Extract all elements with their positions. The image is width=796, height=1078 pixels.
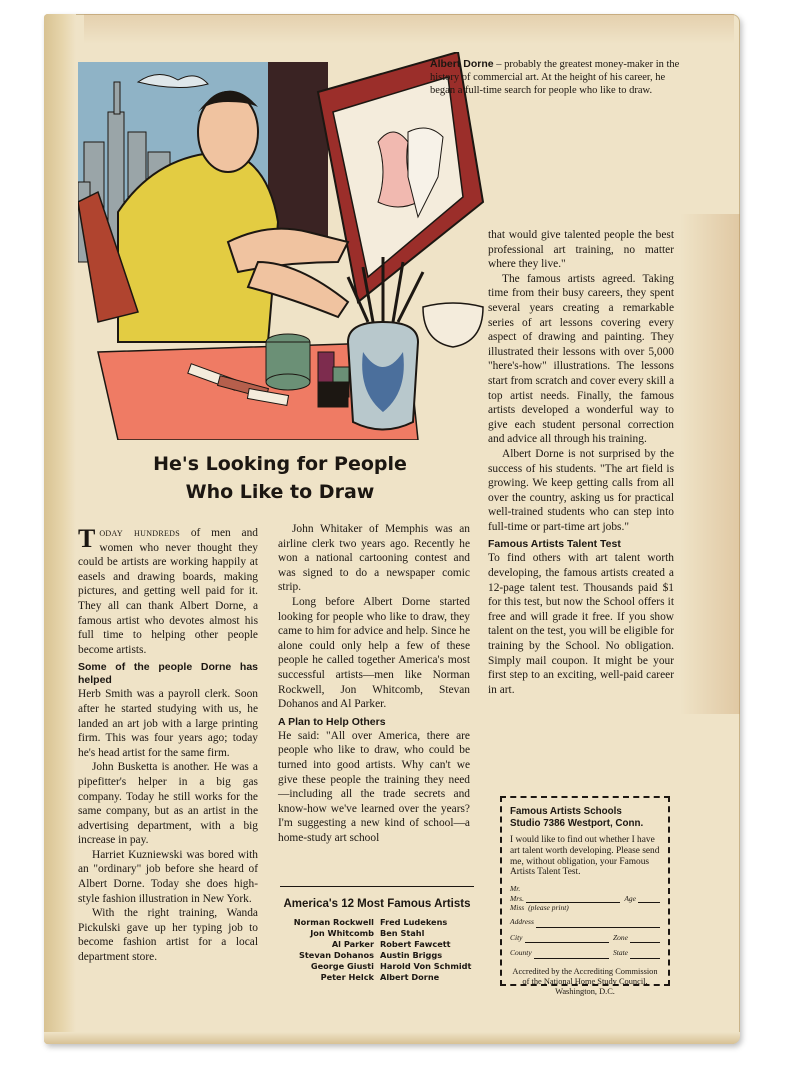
paragraph-not-surprised: Albert Dorne is not surprised by the success of his students. "The art field is growing. We keep getting calls from all over the country, asking us for practical well-trained students who can step into full-time or part-time art jobs.": [488, 447, 674, 533]
page-headline: [110, 450, 450, 506]
article-column-3: [488, 228, 674, 697]
drop-cap: T: [78, 524, 96, 553]
artist-name: Stevan Dohanos: [298, 950, 374, 960]
paragraph-wanda-pickulski: With the right training, Wanda Pickulski gave up her typing job to become fashion artist for a local department store.: [78, 907, 258, 964]
paragraph-john-busketta: John Busketta is another. He was a pipefitter's helper in a big gas company. Today he still works for the same company, but as an artist in the advertising department, with a big increase in pay.: [78, 761, 258, 847]
illustration-caption: [430, 58, 680, 97]
coupon-state-label: State: [613, 948, 628, 958]
coupon-address: Studio 7386 Westport, Conn.: [510, 817, 644, 829]
coupon-mr: Mr.: [510, 884, 521, 894]
coupon-miss: Miss: [510, 903, 525, 913]
artist-name: Albert Dorne: [380, 972, 440, 982]
page-edge: [44, 1032, 740, 1044]
coupon-accreditation: Accredited by the Accrediting Commission of the National Home Study Council, Washington, D.C.: [512, 966, 658, 996]
coupon-body: I would like to find out whether I have art talent worth developing. Please send me, without obligation, your Famous Artists Talent Test.: [510, 835, 660, 878]
paragraph-john-whitaker: John Whitaker of Memphis was an airline clerk two years ago. Recently he won a national cartooning contest and was signed to do a newspaper comic strip.: [278, 523, 470, 594]
coupon-county-field[interactable]: [510, 947, 660, 959]
artist-name: Peter Helck: [320, 972, 374, 982]
headline-line-1: He's Looking for People: [153, 453, 407, 475]
artist-name: Austin Briggs: [380, 950, 443, 960]
page-stain-top: [84, 14, 734, 44]
page-stain: [680, 214, 740, 714]
page-spine: [44, 14, 76, 1044]
coupon-address-field[interactable]: [510, 916, 660, 928]
subheading-plan: A Plan to Help Others: [278, 715, 386, 728]
artist-name: Harold Von Schmidt: [380, 961, 472, 971]
artist-name: Robert Fawcett: [380, 939, 451, 949]
artist-name: George Giusti: [310, 961, 374, 971]
caption-name: Albert Dorne: [430, 58, 494, 70]
paragraph-artists-agreed: The famous artists agreed. Taking time from their busy careers, they spent several years creating a remarkable series of art lessons covering every aspect of drawing and painting. They illustrated their lessons with over 5,000 "here's-how" illustrations. The lessons start from scratch and cover every skill a top artist needs. Finally, the famous artists developed a wonderful way to give each student personal correction and advice all through his training.: [488, 272, 674, 446]
famous-artists-list: [280, 886, 474, 983]
paragraph-harriet-kuzniewski: Harriet Kuzniewski was bored with an "ordinary" job before she heard of Albert Dorne. Today she does high-style fashion illustration in New York.: [78, 848, 258, 905]
article-column-1: [78, 526, 258, 965]
intro-paragraph: [78, 526, 258, 657]
paragraph-herb-smith: Herb Smith was a payroll clerk. Soon after he started studying with us, he landed an art job with a large printing firm. This was four years ago; today he's head artist for the same firm.: [78, 688, 258, 759]
albert-dorne-illustration: [78, 52, 500, 440]
subheading-people-helped: Some of the people Dorne has helped: [78, 661, 258, 687]
artists-list-title: America's 12 Most Famous Artists: [283, 898, 471, 910]
coupon-title-options: [510, 884, 660, 912]
intro-text: of men and women who never thought they could be artists are working happily at easels and drawing boards, making pictures, and getting well paid for it. They all can thank Albert Dorne, a famous artist who devotes almost his full time to helping other people become artists.: [78, 527, 258, 656]
mail-coupon[interactable]: [500, 796, 670, 996]
coupon-city-label: City: [510, 932, 523, 942]
artist-name: Norman Rockwell: [293, 917, 374, 927]
paragraph-continued: that would give talented people the best professional art training, no matter where they live.": [488, 229, 674, 271]
headline-line-2: Who Like to Draw: [185, 481, 375, 503]
coupon-zone-label: Zone: [613, 932, 628, 942]
coupon-miss-row: [510, 903, 660, 912]
coupon-city-field[interactable]: [510, 932, 660, 944]
caption-text: – probably the greatest money-maker in the history of commercial art. At the height of his career, he began a full-time search for people who like to draw.: [430, 59, 680, 96]
coupon-age-label: Age: [624, 894, 636, 904]
artist-name: Fred Ludekens: [380, 917, 448, 927]
artist-name: Jon Whitcomb: [310, 928, 374, 938]
coupon-mrs: Mrs.: [510, 894, 524, 904]
coupon-school-name: Famous Artists Schools: [510, 806, 622, 817]
coupon-please-print: (please print): [528, 903, 569, 913]
subheading-talent-test: Famous Artists Talent Test: [488, 538, 621, 551]
intro-lead-caps: oday hundreds: [99, 527, 180, 539]
coupon-name-field[interactable]: [510, 893, 660, 903]
paragraph-long-before: Long before Albert Dorne started looking for people who like to draw, they came to him for advice and help. Since he alone could only help a few of these people he called together America's most successful artists—men like Norman Rockwell, Jon Whitcomb, Stevan Dohanos and Al Parker.: [278, 595, 470, 711]
artist-name: Al Parker: [331, 939, 374, 949]
article-column-2: [278, 522, 470, 845]
artist-name: Ben Stahl: [380, 928, 425, 938]
paragraph-he-said: He said: "All over America, there are people who like to draw, who could be turned into good artists. Why can't we give these people the training they need—including all the trade secrets and know-how we've learned over the years? I'm suggesting a new kind of school—a home-study art school: [278, 729, 470, 844]
artists-names-grid: [280, 917, 474, 983]
coupon-address-label: Address: [510, 917, 534, 927]
coupon-county-label: County: [510, 948, 532, 958]
paragraph-talent-test: To find others with art talent worth developing, the famous artists created a 12-page talent test. Thousands paid $1 for this test, but now the School offers it free and will grade it free. If you show talent on the test, you will be eligible for training by the School. No obligation. Simply mail coupon. It might be your first step to an exciting, well-paid career in art.: [488, 552, 674, 696]
